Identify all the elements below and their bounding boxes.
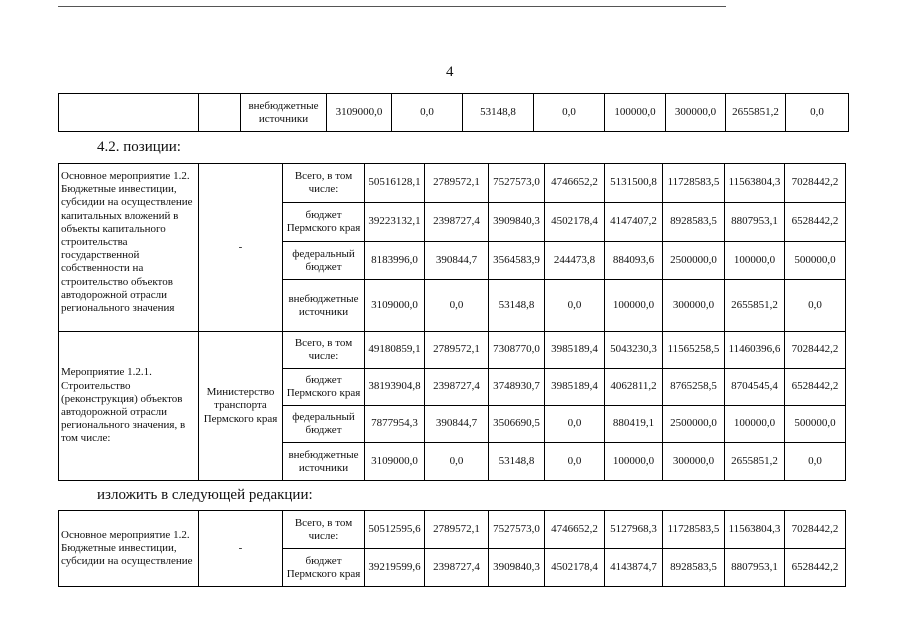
table-row <box>59 94 849 132</box>
value-cell: 500000,0 <box>785 406 846 443</box>
value-cell: 300000,0 <box>663 443 725 481</box>
value-cell: 100000,0 <box>605 94 666 132</box>
value-cell: 0,0 <box>392 94 463 132</box>
value-cell: 3109000,0 <box>365 280 425 332</box>
value-cell: 3564583,9 <box>489 242 545 280</box>
value-cell: 500000,0 <box>785 242 846 280</box>
value-cell: 11728583,5 <box>663 511 725 549</box>
value-cell: 3909840,3 <box>489 549 545 587</box>
value-cell: 2789572,1 <box>425 511 489 549</box>
responsible-cell: - <box>199 511 283 587</box>
value-cell: 7028442,2 <box>785 164 846 203</box>
value-cell: 8183996,0 <box>365 242 425 280</box>
source-cell: Всего, в том числе: <box>283 164 365 203</box>
value-cell: 3985189,4 <box>545 332 605 369</box>
value-cell: 2655851,2 <box>726 94 786 132</box>
value-cell: 0,0 <box>534 94 605 132</box>
value-cell: 0,0 <box>545 406 605 443</box>
value-cell: 7877954,3 <box>365 406 425 443</box>
value-cell: 8704545,4 <box>725 369 785 406</box>
value-cell: 2500000,0 <box>663 242 725 280</box>
source-cell: федеральный бюджет <box>283 242 365 280</box>
value-cell: 300000,0 <box>666 94 726 132</box>
value-cell: 2500000,0 <box>663 406 725 443</box>
value-cell: 3506690,5 <box>489 406 545 443</box>
value-cell: 880419,1 <box>605 406 663 443</box>
value-cell: 8807953,1 <box>725 203 785 242</box>
value-cell: 2398727,4 <box>425 369 489 406</box>
value-cell: 0,0 <box>545 280 605 332</box>
source-cell: федеральный бюджет <box>283 406 365 443</box>
value-cell: 3909840,3 <box>489 203 545 242</box>
source-cell: бюджет Пермского края <box>283 203 365 242</box>
value-cell: 7028442,2 <box>785 332 846 369</box>
source-cell: внебюджетные источники <box>283 280 365 332</box>
value-cell: 8928583,5 <box>663 203 725 242</box>
value-cell: 884093,6 <box>605 242 663 280</box>
value-cell: 244473,8 <box>545 242 605 280</box>
value-cell: 38193904,8 <box>365 369 425 406</box>
value-cell: 3109000,0 <box>365 443 425 481</box>
value-cell: 7527573,0 <box>489 511 545 549</box>
table-row <box>59 511 846 549</box>
value-cell: 0,0 <box>425 443 489 481</box>
value-cell: 2789572,1 <box>425 332 489 369</box>
value-cell: 11563804,3 <box>725 511 785 549</box>
value-cell: 100000,0 <box>605 280 663 332</box>
value-cell: 4147407,2 <box>605 203 663 242</box>
value-cell: 4502178,4 <box>545 549 605 587</box>
value-cell: 50512595,6 <box>365 511 425 549</box>
table-fragment-top <box>58 93 849 132</box>
value-cell: 0,0 <box>545 443 605 481</box>
value-cell: 0,0 <box>425 280 489 332</box>
value-cell: 390844,7 <box>425 406 489 443</box>
table-cell <box>199 94 241 132</box>
value-cell: 4062811,2 <box>605 369 663 406</box>
table-cell <box>59 94 199 132</box>
value-cell: 3748930,7 <box>489 369 545 406</box>
value-cell: 4143874,7 <box>605 549 663 587</box>
value-cell: 100000,0 <box>605 443 663 481</box>
value-cell: 11728583,5 <box>663 164 725 203</box>
value-cell: 0,0 <box>785 280 846 332</box>
value-cell: 3109000,0 <box>327 94 392 132</box>
responsible-cell: Министерство транспорта Пермского края <box>199 332 283 481</box>
value-cell: 100000,0 <box>725 406 785 443</box>
table-positions <box>58 163 846 481</box>
value-cell: 39223132,1 <box>365 203 425 242</box>
source-cell: бюджет Пермского края <box>283 549 365 587</box>
value-cell: 2789572,1 <box>425 164 489 203</box>
value-cell: 8928583,5 <box>663 549 725 587</box>
value-cell: 53148,8 <box>489 280 545 332</box>
source-cell: бюджет Пермского края <box>283 369 365 406</box>
source-cell: внебюджетные источники <box>241 94 327 132</box>
value-cell: 2655851,2 <box>725 280 785 332</box>
value-cell: 0,0 <box>786 94 849 132</box>
value-cell: 2398727,4 <box>425 549 489 587</box>
value-cell: 4502178,4 <box>545 203 605 242</box>
table-row <box>59 332 846 369</box>
value-cell: 2398727,4 <box>425 203 489 242</box>
scan-top-edge-line <box>58 6 726 7</box>
value-cell: 53148,8 <box>463 94 534 132</box>
value-cell: 53148,8 <box>489 443 545 481</box>
value-cell: 11565258,5 <box>663 332 725 369</box>
value-cell: 8765258,5 <box>663 369 725 406</box>
value-cell: 6528442,2 <box>785 369 846 406</box>
description-cell: Основное мероприятие 1.2. Бюджетные инвестиции, субсидии на осуществление <box>59 511 199 587</box>
value-cell: 7028442,2 <box>785 511 846 549</box>
section-heading-new-edition: изложить в следующей редакции: <box>97 487 313 503</box>
value-cell: 5127968,3 <box>605 511 663 549</box>
value-cell: 300000,0 <box>663 280 725 332</box>
description-cell: Основное мероприятие 1.2. Бюджетные инвестиции, субсидии на осуществление капитальных вложений в объекты капитального строительства государственной собственности на строительство объектов автодорожной отрасли регионального значения <box>59 164 199 332</box>
value-cell: 49180859,1 <box>365 332 425 369</box>
table-new-edition <box>58 510 846 587</box>
value-cell: 4746652,2 <box>545 164 605 203</box>
value-cell: 50516128,1 <box>365 164 425 203</box>
source-cell: внебюджетные источники <box>283 443 365 481</box>
value-cell: 100000,0 <box>725 242 785 280</box>
value-cell: 7527573,0 <box>489 164 545 203</box>
value-cell: 6528442,2 <box>785 549 846 587</box>
value-cell: 6528442,2 <box>785 203 846 242</box>
value-cell: 390844,7 <box>425 242 489 280</box>
description-cell: Мероприятие 1.2.1. Строительство (реконструкция) объектов автодорожной отрасли регионального значения, в том числе: <box>59 332 199 481</box>
value-cell: 5043230,3 <box>605 332 663 369</box>
responsible-cell: - <box>199 164 283 332</box>
section-heading-positions: 4.2. позиции: <box>97 139 181 155</box>
page-number: 4 <box>446 64 454 80</box>
value-cell: 2655851,2 <box>725 443 785 481</box>
value-cell: 7308770,0 <box>489 332 545 369</box>
value-cell: 11460396,6 <box>725 332 785 369</box>
value-cell: 8807953,1 <box>725 549 785 587</box>
value-cell: 11563804,3 <box>725 164 785 203</box>
value-cell: 3985189,4 <box>545 369 605 406</box>
table-row <box>59 164 846 203</box>
source-cell: Всего, в том числе: <box>283 511 365 549</box>
value-cell: 4746652,2 <box>545 511 605 549</box>
value-cell: 39219599,6 <box>365 549 425 587</box>
value-cell: 0,0 <box>785 443 846 481</box>
value-cell: 5131500,8 <box>605 164 663 203</box>
source-cell: Всего, в том числе: <box>283 332 365 369</box>
